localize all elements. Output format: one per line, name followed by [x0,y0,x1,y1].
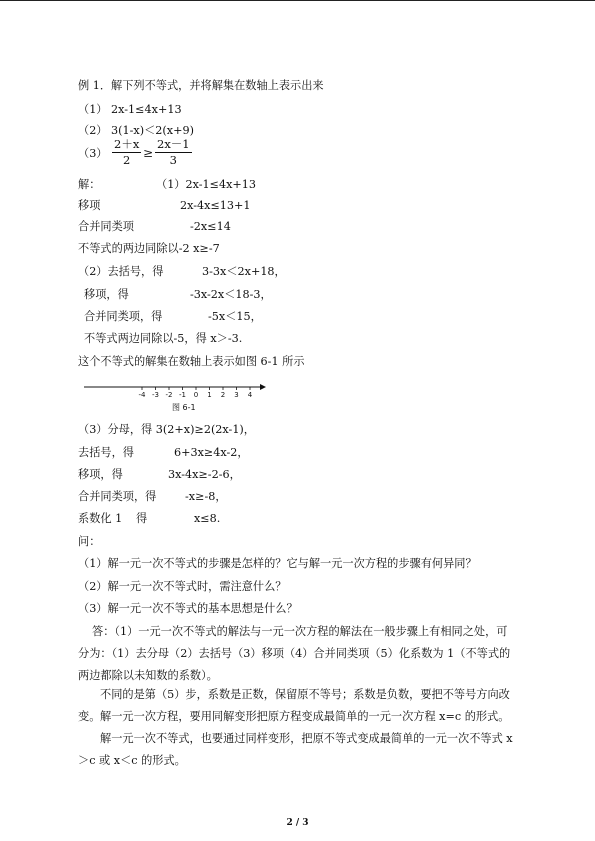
problem-2: （2） 3(1-x)＜2(x+9) [78,124,194,137]
fraction-right [155,138,192,167]
solution2-step0-expr: 3-3x＜2x+18， [202,265,286,278]
solution3-combine-expr: -x≥-8， [185,490,227,503]
solution3-step0: （3）分母，得 3(2+x)≥2(2x-1)， [78,423,255,436]
solution3-coef-expr: x≤8. [194,512,221,525]
fraction-left [112,138,141,167]
solution1-combine-expr: -2x≤14 [190,220,231,233]
page-number: 2 / 3 [286,818,309,828]
solution3-expand-expr: 6+3x≥4x-2， [174,446,249,459]
fraction-left-numerator: 2＋x [114,137,140,151]
answer-paragraph-4: 解一元一次不等式，也要通过同样变形，把原不等式变成最简单的一元一次不等式 x＞c 或 x＜c 的形式。 [78,732,513,767]
answer-paragraph-1: 答：（1）一元一次不等式的解法与一元一次方程的解法在一般步骤上有相同之处，可分为：（1）去分母（2）去括号（3）移项（4）合并同类项（5）化系数为 1（不等式的两边都除以未知数的系数）。 [78,625,511,682]
number-line-tick-label: 0 [193,391,199,399]
number-line-arrow [260,384,266,390]
number-line-tick-label: -2 [165,391,173,399]
solution3-combine-label: 合并同类项，得 [78,490,157,503]
example-title: 例 1．解下列不等式，并将解集在数轴上表示出来 [78,79,324,92]
number-line-tick-label: -4 [138,391,146,399]
question-3: （3）解一元一次不等式的基本思想是什么？ [78,602,298,615]
number-line-tick-label: 1 [207,391,212,399]
solution1-divide: 不等式的两边同除以-2 x≥-7 [78,242,220,255]
solution2-move-label: 移项，得 [84,288,129,301]
answer-paragraph-2: 不同的是第（5）步，系数是正数，保留原不等号；系数是负数，要把不等号方向改变。 [78,688,510,723]
number-line-tick-label: -3 [152,391,159,399]
problem-3-prefix: （3） [78,147,108,160]
number-line-tick-label: 3 [234,391,239,399]
solution3-coef-mid: 得 [136,512,148,525]
fraction-right-denominator: 3 [169,153,177,167]
solution3-move-expr: 3x-4x≥-2-6， [168,468,241,481]
number-line-tick-label: 4 [247,391,253,399]
question-2: （2）解一元一次不等式时，需注意什么？ [78,580,287,593]
questions-label: 问： [78,535,101,548]
solution-label: 解： [78,178,101,191]
fraction-right-numerator: 2x－1 [157,137,190,151]
number-line-tick-label: -1 [179,391,186,399]
solution3-expand-label: 去括号，得 [78,446,134,459]
fraction-left-denominator: 2 [122,153,131,167]
figure-caption: 图 6-1 [172,403,196,412]
solution2-move-expr: -3x-2x＜18-3， [190,288,272,301]
solution2-step0-label: （2）去括号，得 [78,265,164,278]
solution1-move-label: 移项 [78,199,101,212]
solution2-numberline-text: 这个不等式的解集在数轴上表示如图 6-1 所示 [78,355,305,368]
question-1: （1）解一元一次不等式的步骤是怎样的？它与解一元一次方程的步骤有何异同？ [78,557,477,570]
number-line-tick-label: 2 [220,391,226,399]
solution1-step0: （1）2x-1≤4x+13 [156,178,257,191]
solution2-combine-expr: -5x＜15， [208,310,262,323]
solution1-move-expr: 2x-4x≤13+1 [180,199,251,212]
solution2-divide: 不等式两边同除以-5，得 x＞-3. [84,332,243,345]
top-border [0,0,595,1]
solution1-combine-label: 合并同类项 [78,220,134,233]
inequality-sign: ≥ [143,146,154,160]
solution3-coef-label: 系数化 1 [78,512,123,525]
problem-1: （1） 2x-1≤4x+13 [78,103,182,116]
answer-paragraph-3: 解一元一次方程，要用同解变形把原方程变成最简单的一元一次方程 x=c 的形式。 [100,710,510,723]
solution3-move-label: 移项，得 [78,468,123,481]
solution2-combine-label: 合并同类项，得 [84,310,163,323]
